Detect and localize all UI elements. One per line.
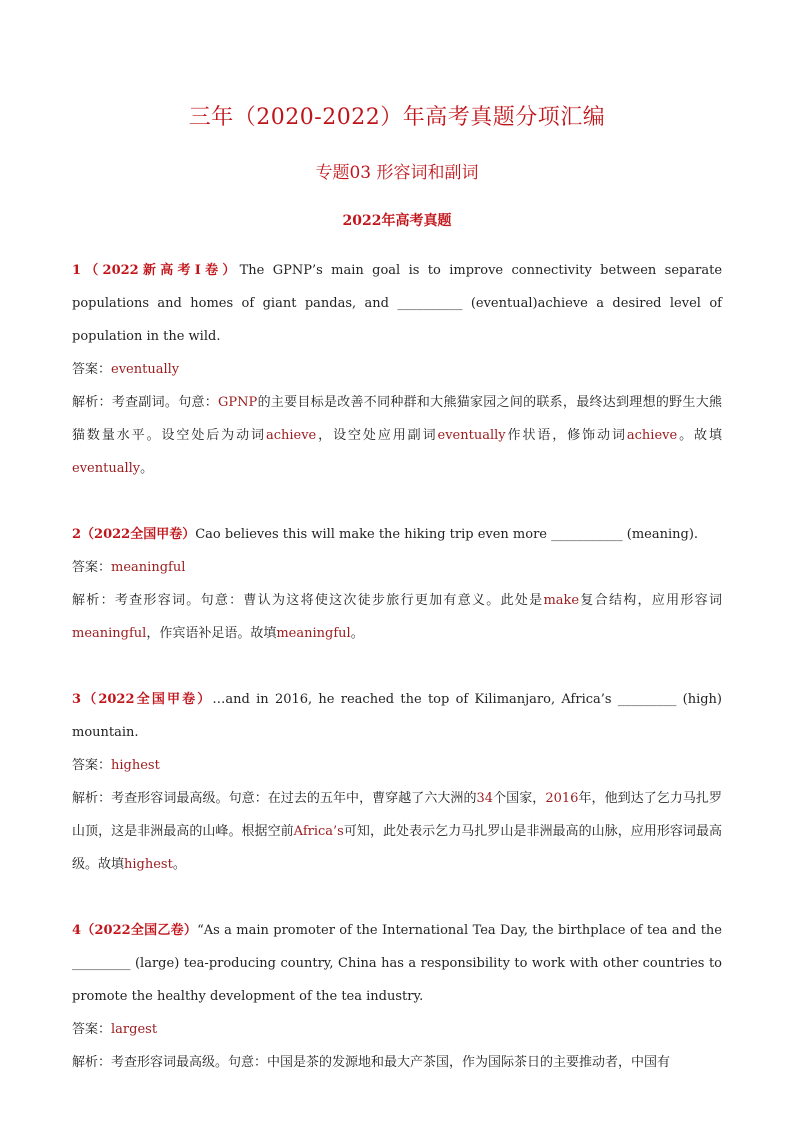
page-title: 三年（2020-2022）年高考真题分项汇编 xyxy=(188,105,606,130)
analysis-line xyxy=(72,386,722,485)
question-stem xyxy=(72,254,722,353)
analysis-segment: 。故填 xyxy=(677,428,722,443)
question-stem xyxy=(72,914,722,1013)
analysis-segment: ，设空处应用副词 xyxy=(316,428,438,443)
analysis-segment: 考查形容词最高级。句意：在过去的五年中，曹穿越了六大洲的 xyxy=(111,791,477,806)
answer-value: highest xyxy=(111,758,160,773)
analysis-text xyxy=(72,791,722,872)
analysis-line xyxy=(72,584,722,650)
question-source: 1（2022新高考I卷） xyxy=(72,263,240,278)
analysis-segment: 考查副词。句意： xyxy=(111,395,219,410)
question-source: 4（2022全国乙卷） xyxy=(72,923,198,938)
question-item xyxy=(72,518,722,650)
analysis-label: 解析： xyxy=(72,593,115,608)
question-text: …and in 2016, he reached the top of Kilimanjaro, Africa’s _________ (high) mountain. xyxy=(72,692,722,740)
answer-value: meaningful xyxy=(111,560,186,575)
answer-line xyxy=(72,353,722,386)
answer-label: 答案： xyxy=(72,362,112,377)
question-text: The GPNP’s main goal is to improve connectivity between separate populations and homes of giant pandas, and __________ (eventual)achieve a desired level of population in the wild. xyxy=(72,263,723,344)
answer-line xyxy=(72,749,722,782)
analysis-keyword: 34 xyxy=(476,791,494,806)
topic-subtitle: 专题03 形容词和副词 xyxy=(315,163,479,183)
analysis-text xyxy=(72,395,722,476)
question-source: 3（2022全国甲卷） xyxy=(72,692,213,707)
question-stem xyxy=(72,683,722,749)
analysis-segment: 。 xyxy=(172,857,186,872)
answer-value: eventually xyxy=(111,362,180,377)
analysis-keyword: GPNP xyxy=(218,395,258,410)
analysis-segment: ，作宾语补足语。故填 xyxy=(146,626,277,641)
question-stem xyxy=(72,518,722,551)
question-item xyxy=(72,254,722,485)
analysis-label: 解析： xyxy=(72,791,112,806)
analysis-segment: 复合结构，应用形容词 xyxy=(579,593,722,608)
answer-label: 答案： xyxy=(72,560,112,575)
question-source: 2（2022全国甲卷） xyxy=(72,527,196,542)
analysis-label: 解析： xyxy=(72,1055,112,1070)
question-text: “As a main promoter of the International Tea Day, the birthplace of tea and the _________ (large) tea-producing country, China has a responsibility to work with other countries to promote the healthy development of the tea industry. xyxy=(72,923,722,1004)
analysis-text xyxy=(72,593,722,641)
analysis-keyword: make xyxy=(543,593,580,608)
analysis-segment: 可知，此处表示乞力马扎罗山是非洲最高的山脉，应用形容词最高级。故填 xyxy=(72,824,722,872)
analysis-keyword: Africa’s xyxy=(293,824,344,839)
analysis-segment: 的主要目标是改善不同种群和大熊猫家园之间的联系，最终达到理想的野生大熊猫数量水平。设空处后为动词 xyxy=(72,395,722,443)
analysis-segment: 考查形容词。句意：曹认为这将使这次徒步旅行更加有意义。此处是 xyxy=(114,593,544,608)
analysis-segment: 。 xyxy=(140,461,154,476)
analysis-keyword: 2016 xyxy=(545,791,579,806)
analysis-keyword: eventually xyxy=(437,428,506,443)
analysis-keyword: achieve xyxy=(265,428,317,443)
analysis-segment: 考查形容词最高级。句意：中国是茶的发源地和最大产茶国，作为国际茶日的主要推动者，中国有 xyxy=(111,1055,671,1070)
analysis-keyword: achieve xyxy=(626,428,678,443)
analysis-keyword: highest xyxy=(124,857,173,872)
question-item xyxy=(72,914,722,1079)
question-item xyxy=(72,683,722,881)
analysis-text xyxy=(111,1055,670,1070)
answer-line xyxy=(72,1013,722,1046)
analysis-keyword: eventually xyxy=(72,461,141,476)
analysis-keyword: meaningful xyxy=(72,626,147,641)
analysis-label: 解析： xyxy=(72,395,112,410)
answer-label: 答案： xyxy=(72,758,112,773)
analysis-line xyxy=(72,1046,722,1079)
question-text: Cao believes this will make the hiking trip even more ___________ (meaning). xyxy=(195,527,699,542)
answer-label: 答案： xyxy=(72,1022,112,1037)
answer-line xyxy=(72,551,722,584)
analysis-line xyxy=(72,782,722,881)
analysis-keyword: meaningful xyxy=(276,626,351,641)
analysis-segment: 年，他到达了乞力马扎罗山顶，这是非洲最高的山峰。根据空前 xyxy=(72,791,722,839)
analysis-segment: 个国家， xyxy=(493,791,546,806)
answer-value: largest xyxy=(111,1022,158,1037)
analysis-segment: 作状语，修饰动词 xyxy=(505,428,627,443)
analysis-segment: 。 xyxy=(350,626,364,641)
section-heading: 2022年高考真题 xyxy=(342,213,452,229)
question-list xyxy=(72,254,722,1079)
